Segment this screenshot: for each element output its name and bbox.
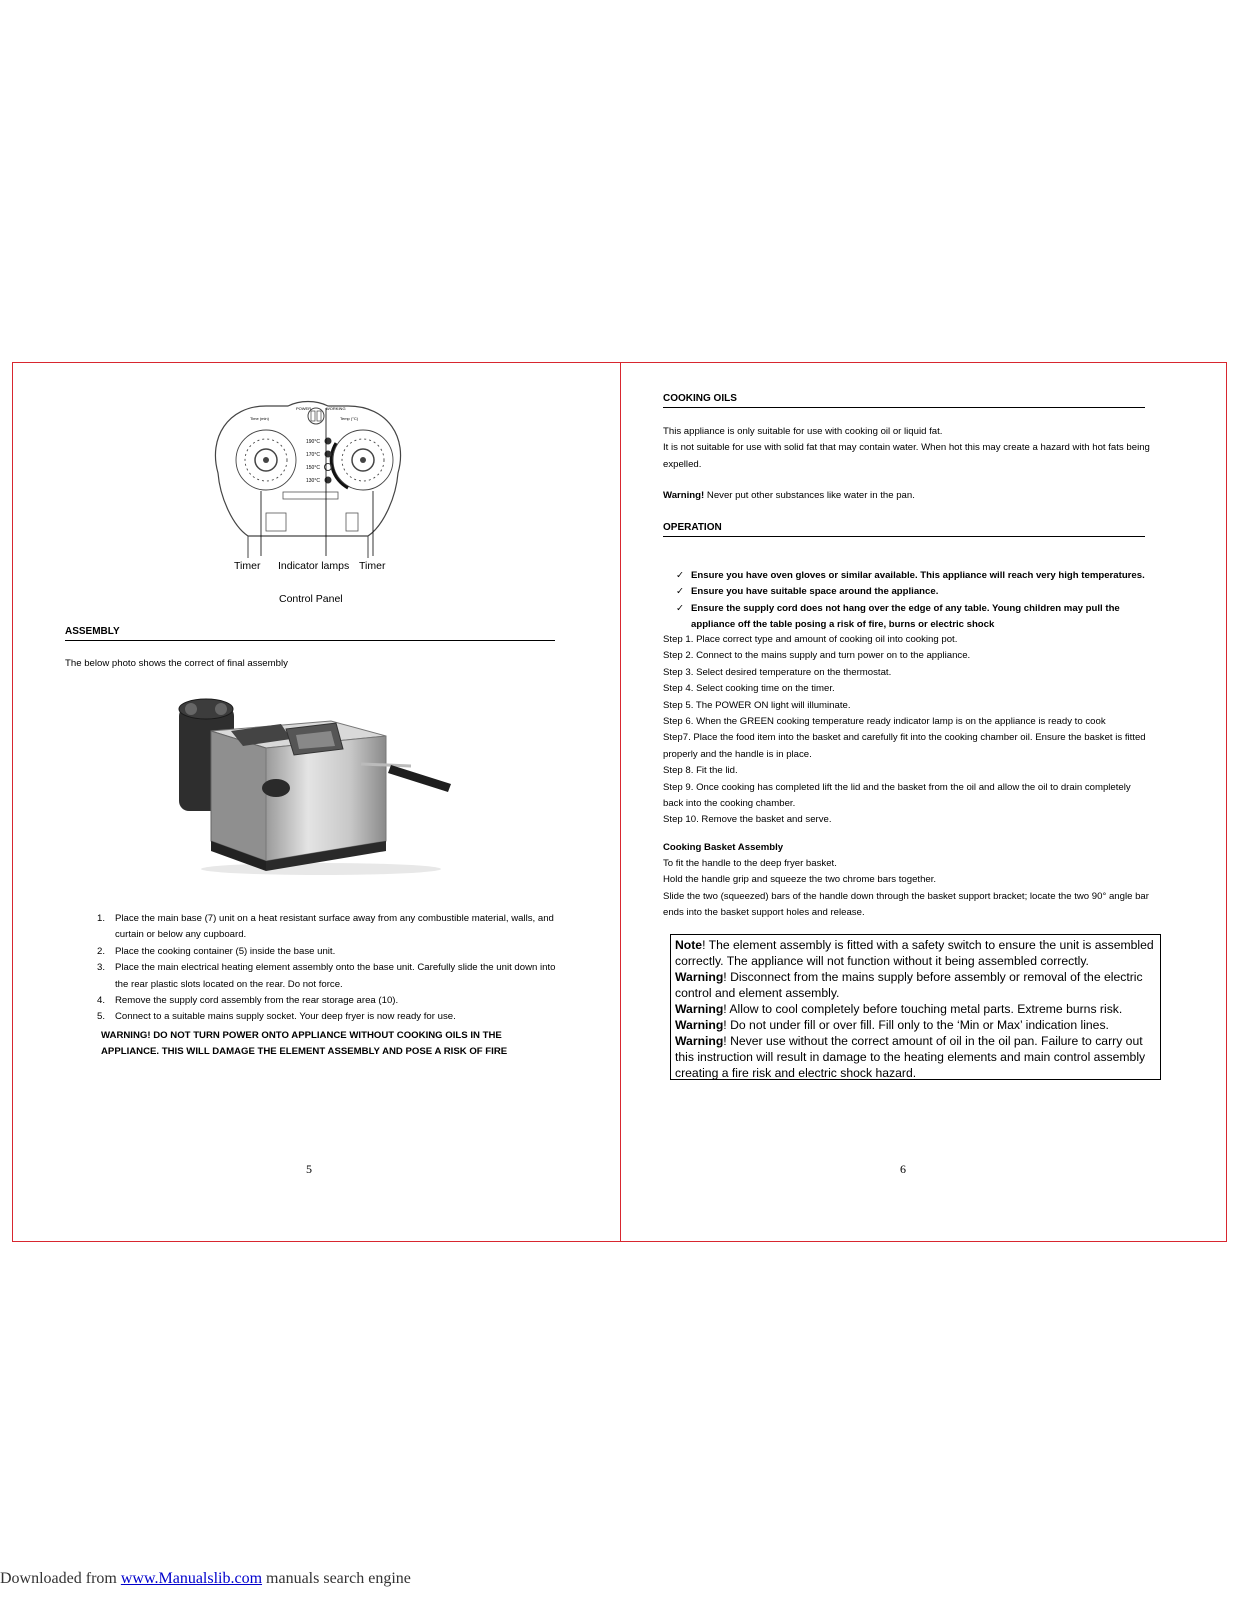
basket-instructions (663, 856, 1153, 922)
preset-170: 170°C (306, 452, 320, 458)
list-item-text: Place the main base (7) unit on a heat resistant surface away from any combustible material, walls, and curtain or below any cupboard. (115, 913, 554, 941)
step-line: Step 9. Once cooking has completed lift the lid and the basket from the oil and allow the oil to drain completely back into the cooking chamber. (663, 781, 1131, 810)
note-label: Warning (675, 1018, 724, 1032)
operation-steps (663, 632, 1153, 829)
check-item (663, 601, 1163, 634)
callout-indicator-lamps: Indicator lamps (278, 560, 350, 572)
page-divider (620, 363, 621, 1241)
note-line (675, 1033, 1156, 1081)
note-line (675, 969, 1156, 1001)
step-line: Step 8. Fit the lid. (663, 765, 738, 777)
oils-paragraph-1: This appliance is only suitable for use with cooking oil or liquid fat. (663, 426, 943, 437)
control-panel-diagram (208, 398, 408, 563)
basket-heading: Cooking Basket Assembly (663, 842, 784, 853)
basket-line: Slide the two (squeezed) bars of the handle down through the basket support bracket; locate the two 90° angle bar ends into the basket support holes and release. (663, 890, 1149, 919)
check-text: Ensure you have suitable space around the appliance. (691, 586, 939, 598)
download-footer (0, 1570, 411, 1588)
step-line: Step 3. Select desired temperature on the thermostat. (663, 666, 892, 678)
oils-warning-text: Never put other substances like water in the pan. (704, 490, 915, 501)
list-item (79, 1009, 569, 1025)
step-line: Step 10. Remove the basket and serve. (663, 814, 832, 826)
assembly-steps-list (79, 911, 569, 1026)
page-number-left: 5 (306, 1162, 312, 1176)
oils-warning-label: Warning! (663, 490, 705, 501)
preset-130: 130°C (306, 478, 320, 484)
safety-checklist (663, 568, 1163, 634)
check-mark-icon: ✓ (676, 602, 685, 614)
footer-suffix: manuals search engine (262, 1570, 411, 1587)
note-line (675, 937, 1156, 969)
cooking-oils-text (663, 424, 1153, 473)
preset-chicken-icon (325, 451, 332, 458)
note-text: ! Do not under fill or over fill. Fill only to the ‘Min or Max’ indication lines. (723, 1018, 1109, 1032)
check-text: Ensure the supply cord does not hang over the edge of any table. Young children may pull the appliance off the table posing a risk of fire, burns or electric shock (691, 602, 1120, 631)
list-item-text: Remove the supply cord assembly from the rear storage area (10). (115, 995, 399, 1007)
note-label: Warning (675, 1002, 724, 1016)
callout-timer-right: Timer (359, 560, 386, 572)
list-number: 1. (97, 913, 106, 924)
footer-prefix: Downloaded from (0, 1570, 121, 1587)
list-item-text: Place the cooking container (5) inside the base unit. (115, 945, 336, 957)
note-text: ! The element assembly is fitted with a safety switch to ensure the unit is assembled correctly. The appliance will not function without it being assembled correctly. (675, 938, 1154, 968)
assembly-warning: WARNING! DO NOT TURN POWER ONTO APPLIANCE WITHOUT COOKING OILS IN THE APPLIANCE. THIS WILL DAMAGE THE ELEMENT ASSEMBLY AND POSE A RISK OF FIRE (101, 1030, 508, 1058)
note-line (675, 1001, 1156, 1017)
list-item (79, 993, 569, 1009)
step-line: Step 2. Connect to the mains supply and turn power on to the appliance. (663, 650, 971, 662)
check-item (663, 568, 1163, 584)
check-item (663, 584, 1163, 600)
step-line: Step 6. When the GREEN cooking temperature ready indicator lamp is on the appliance is ready to cook (663, 716, 1106, 728)
cooking-oils-heading: COOKING OILS (663, 393, 737, 404)
check-text: Ensure you have oven gloves or similar available. This appliance will reach very high temperatures. (691, 570, 1145, 581)
page-number-right: 6 (900, 1162, 906, 1176)
note-label: Note (675, 938, 703, 952)
list-number: 3. (97, 962, 106, 974)
time-label: Time (min) (250, 416, 269, 421)
step-line: Step 1. Place correct type and amount of cooking oil into cooking pot. (663, 634, 958, 645)
power-label: POWER (296, 406, 312, 411)
figure-caption: Control Panel (279, 593, 343, 605)
note-text: ! Disconnect from the mains supply before assembly or removal of the electric control and element assembly. (675, 970, 1143, 1000)
basket-line: Hold the handle grip and squeeze the two chrome bars together. (663, 874, 937, 886)
safety-notes-box (670, 934, 1161, 1080)
note-text: ! Allow to cool completely before touching metal parts. Extreme burns risk. (723, 1002, 1123, 1016)
check-mark-icon: ✓ (676, 570, 685, 581)
working-label: WORKING (326, 406, 346, 411)
list-item-text: Place the main electrical heating element assembly onto the base unit. Carefully slide the unit down into the rear plastic slots located on the rear. Do not force. (115, 962, 556, 990)
manual-spread (12, 362, 1227, 1242)
temp-label: Temp (°C) (340, 416, 359, 421)
list-number: 4. (97, 995, 106, 1007)
note-label: Warning (675, 970, 724, 984)
basket-line: To fit the handle to the deep fryer basket. (663, 858, 837, 869)
list-item (79, 911, 569, 944)
preset-150: 150°C (306, 465, 320, 471)
step-line: Step 4. Select cooking time on the timer. (663, 683, 835, 695)
fryer-photo (171, 691, 461, 883)
list-item (79, 960, 569, 993)
preset-shrimp-icon (325, 477, 332, 484)
operation-heading: OPERATION (663, 522, 722, 533)
assembly-heading: ASSEMBLY (65, 626, 120, 637)
callout-timer-left: Timer (234, 560, 261, 572)
list-number: 5. (97, 1011, 106, 1023)
preset-fries-icon (325, 438, 332, 445)
step-line: Step7. Place the food item into the basket and carefully fit into the cooking chamber oil. Ensure the basket is fitted properly and the handle is in place. (663, 732, 1146, 760)
oils-warning (663, 488, 915, 504)
operation-rule (663, 536, 1145, 537)
step-line: Step 5. The POWER ON light will illuminate. (663, 699, 851, 711)
preset-190: 190°C (306, 439, 320, 445)
check-mark-icon: ✓ (676, 586, 685, 598)
assembly-rule (65, 640, 555, 641)
note-line (675, 1017, 1156, 1033)
assembly-intro: The below photo shows the correct of final assembly (65, 658, 288, 669)
list-item-text: Connect to a suitable mains supply socket. Your deep fryer is now ready for use. (115, 1011, 456, 1023)
note-label: Warning (675, 1034, 724, 1048)
oils-paragraph-2: It is not suitable for use with solid fat that may contain water. When hot this may create a hazard with hot fats being expelled. (663, 442, 1150, 470)
manualslib-link[interactable]: www.Manualslib.com (120, 1570, 263, 1587)
list-number: 2. (97, 945, 106, 957)
list-item (79, 944, 569, 960)
note-text: ! Never use without the correct amount of oil in the oil pan. Failure to carry out this instruction will result in damage to the heating elements and main control assembly creating a fire risk and electric shock hazard. (675, 1034, 1146, 1080)
cooking-oils-rule (663, 407, 1145, 408)
